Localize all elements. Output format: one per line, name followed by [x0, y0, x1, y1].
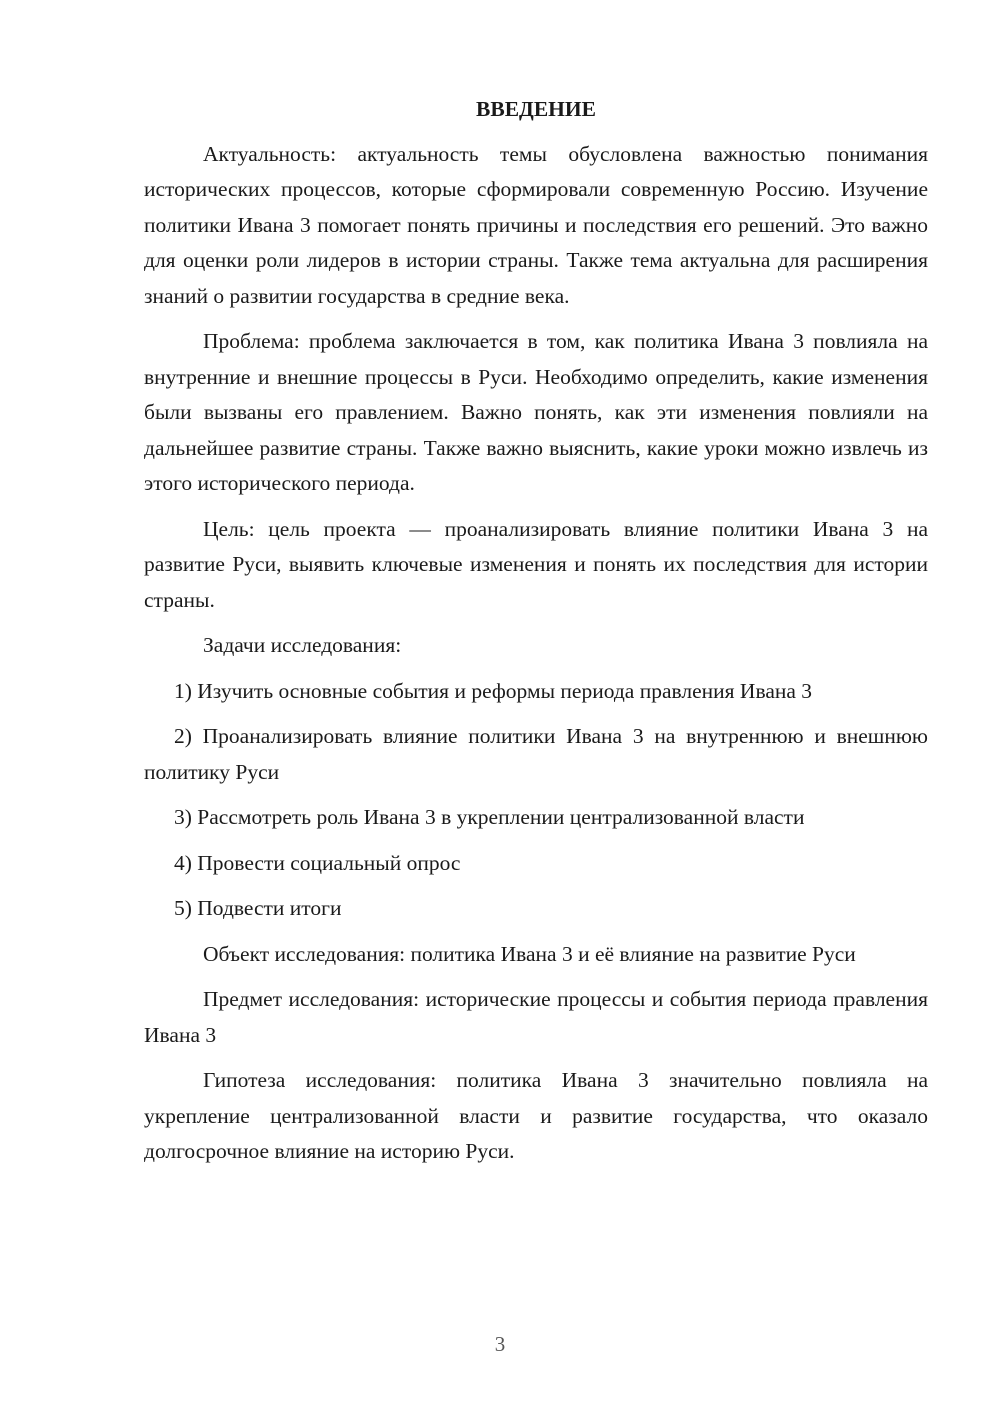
object-paragraph: Объект исследования: политика Ивана 3 и её влияние на развитие Руси	[203, 941, 856, 966]
tasks-heading: Задачи исследования:	[203, 633, 402, 657]
relevance-paragraph: Актуальность: актуальность темы обусловлена важностью понимания исторических процессов, которые сформировали современную Россию. Изучение политики Ивана 3 помогает понять причины и последствия его решений. Это важно для оценки роли лидеров в истории страны. Также тема актуальна для расширения знаний о развитии государства в средние века.	[144, 141, 928, 308]
section-title: ВВЕДЕНИЕ	[476, 97, 596, 121]
goal-paragraph: Цель: цель проекта — проанализировать влияние политики Ивана 3 на развитие Руси, выявить ключевые изменения и понять их последствия для истории страны.	[144, 516, 928, 612]
task-item: 5) Подвести итоги	[174, 896, 342, 920]
page-number: 3	[494, 1332, 506, 1356]
task-item: 4) Провести социальный опрос	[174, 850, 461, 875]
document-page	[144, 92, 928, 1180]
task-item: 2) Проанализировать влияние политики Ивана 3 на внутреннюю и внешнюю политику Руси	[144, 724, 928, 784]
hypothesis-paragraph: Гипотеза исследования: политика Ивана 3 значительно повлияла на укрепление централизованной власти и развитие государства, что оказало долгосрочное влияние на историю Руси.	[144, 1068, 928, 1163]
task-item: 3) Рассмотреть роль Ивана 3 в укреплении централизованной власти	[174, 805, 805, 829]
problem-paragraph: Проблема: проблема заключается в том, как политика Ивана 3 повлияла на внутренние и внешние процессы в Руси. Необходимо определить, какие изменения были вызваны его правлением. Важно понять, как эти изменения повлияли на дальнейшее развитие страны. Также важно выяснить, какие уроки можно извлечь из этого исторического периода.	[144, 329, 928, 495]
task-item: 1) Изучить основные события и реформы периода правления Ивана 3	[174, 678, 813, 703]
subject-paragraph: Предмет исследования: исторические процессы и события периода правления Ивана 3	[144, 987, 928, 1047]
